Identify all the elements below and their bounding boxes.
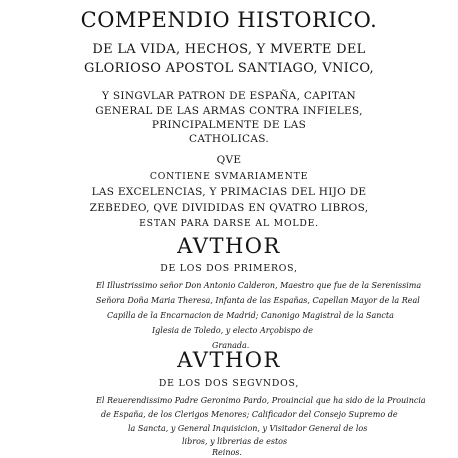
title-line-7: CATHOLICAS. [188, 133, 269, 145]
contents-line-3: ZEBEDEO, QVE DIVIDIDAS EN QVATRO LIBROS, [89, 202, 369, 214]
author-1-line-3: Capilla de la Encarnacion de Madrid; Canonigo Magistral de la Sancta [107, 311, 394, 320]
contents-line-2: LAS EXCELENCIAS, Y PRIMACIAS DEL HIJO DE [91, 186, 367, 198]
que-line: QVE [216, 154, 242, 166]
author-2-heading: AVTHOR [177, 348, 281, 372]
author-2-line-2: de España, de los Clerigos Menores; Calificador del Consejo Supremo de [101, 410, 398, 419]
title-line-2: DE LA VIDA, HECHOS, Y MVERTE DEL [92, 42, 366, 57]
author-1-line-1: El Illustrissimo señor Don Antonio Calderon, Maestro que fue de la Serenissima [96, 281, 422, 290]
author-1-line-5: Granada. [212, 341, 250, 350]
author-2-line-4: libros, y librerias de estos [182, 437, 288, 446]
author-1-heading: AVTHOR [177, 234, 281, 258]
contents-line-4: ESTAN PARA DARSE AL MOLDE. [139, 218, 319, 229]
author-1-line-2: Señora Doña Maria Theresa, Infanta de las Españas, Capellan Mayor de la Real [96, 296, 420, 305]
author-2-line-1: El Reuerendissimo Padre Geronimo Pardo, Prouincial que ha sido de la Prouincia [96, 396, 426, 405]
title-line-3: GLORIOSO APOSTOL SANTIAGO, VNICO, [84, 61, 374, 76]
title-line-4: Y SINGVLAR PATRON DE ESPAÑA, CAPITAN [102, 90, 356, 102]
title-line-5: GENERAL DE LAS ARMAS CONTRA INFIELES, [95, 105, 363, 117]
title-line-6: PRINCIPALMENTE DE LAS [151, 119, 307, 131]
author-1-line-4: Iglesia de Toledo, y electo Arçobispo de [152, 326, 313, 335]
contents-line-1: CONTIENE SVMARIAMENTE [149, 171, 309, 182]
author-2-line-3: la Sancta, y General Inquisicion, y Visitador General de los [128, 424, 368, 433]
author-2-line-5: Reinos. [212, 448, 242, 457]
title-line-1: COMPENDIO HISTORICO. [80, 8, 378, 32]
author-2-subheading: DE LOS DOS SEGVNDOS, [158, 378, 300, 389]
author-1-subheading: DE LOS DOS PRIMEROS, [160, 263, 298, 274]
